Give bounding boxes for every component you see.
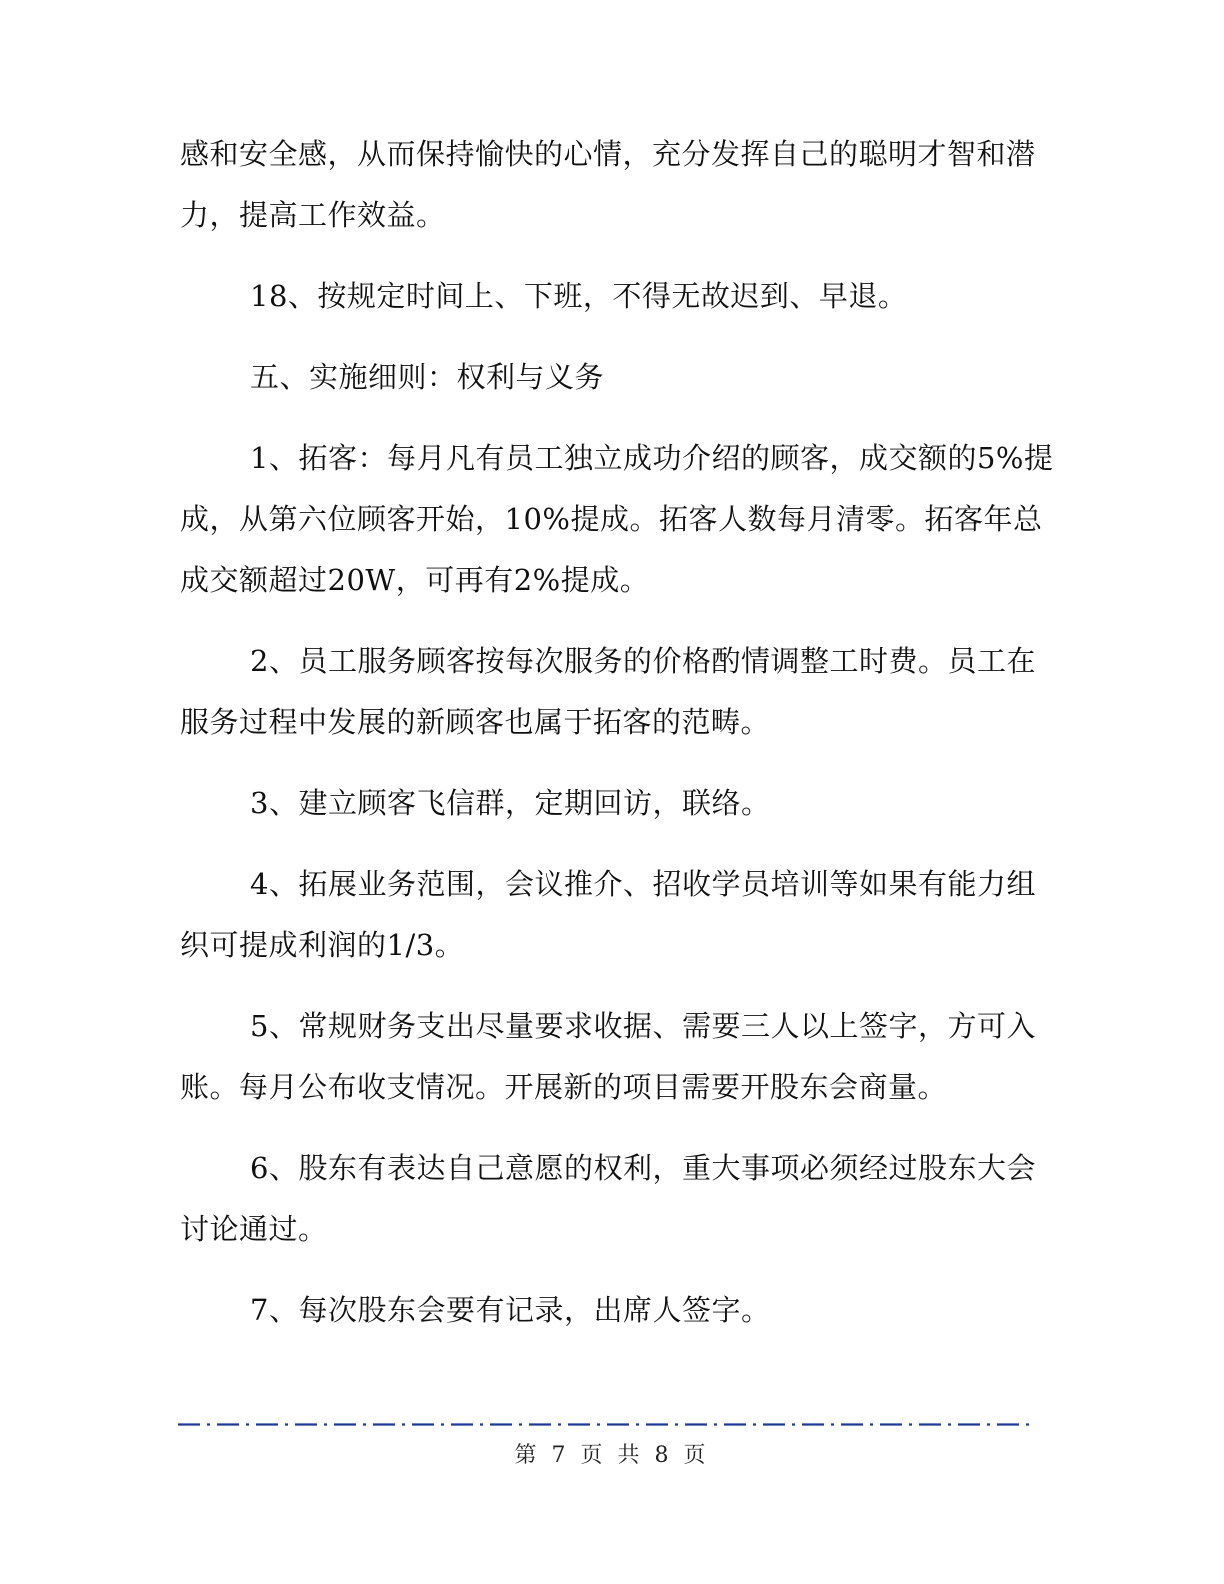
section-heading: 五、实施细则：权利与义务 — [250, 360, 605, 394]
paragraph-8: 5、常规财务支出尽量要求收据、需要三人以上签字，方可入账。每月公布收支情况。开展新的项目需要开股东会商量。 — [180, 1009, 1036, 1104]
paragraph-6: 3、建立顾客飞信群，定期回访，联络。 — [250, 786, 771, 820]
paragraph-10: 7、每次股东会要有记录，出席人签字。 — [250, 1293, 771, 1327]
paragraph-4: 1、拓客：每月凡有员工独立成功介绍的顾客，成交额的5%提成，从第六位顾客开始，10%提成。拓客人数每月清零。拓客年总成交额超过20W，可再有2%提成。 — [180, 441, 1054, 597]
paragraph-1: 感和安全感，从而保持愉快的心情，充分发挥自己的聪明才智和潜力，提高工作效益。 — [180, 137, 1036, 232]
paragraph-2: 18、按规定时间上、下班，不得无故迟到、早退。 — [250, 279, 908, 313]
document-body — [180, 124, 1060, 1361]
paragraph-5: 2、员工服务顾客按每次服务的价格酌情调整工时费。员工在服务过程中发展的新顾客也属于拓客的范畴。 — [180, 644, 1036, 739]
paragraph-7: 4、拓展业务范围，会议推介、招收学员培训等如果有能力组织可提成利润的1/3。 — [180, 867, 1036, 962]
footer-divider — [178, 1423, 1034, 1426]
paragraph-9: 6、股东有表达自己意愿的权利，重大事项必须经过股东大会讨论通过。 — [180, 1151, 1036, 1246]
page-number: 第 7 页 共 8 页 — [514, 1443, 710, 1468]
